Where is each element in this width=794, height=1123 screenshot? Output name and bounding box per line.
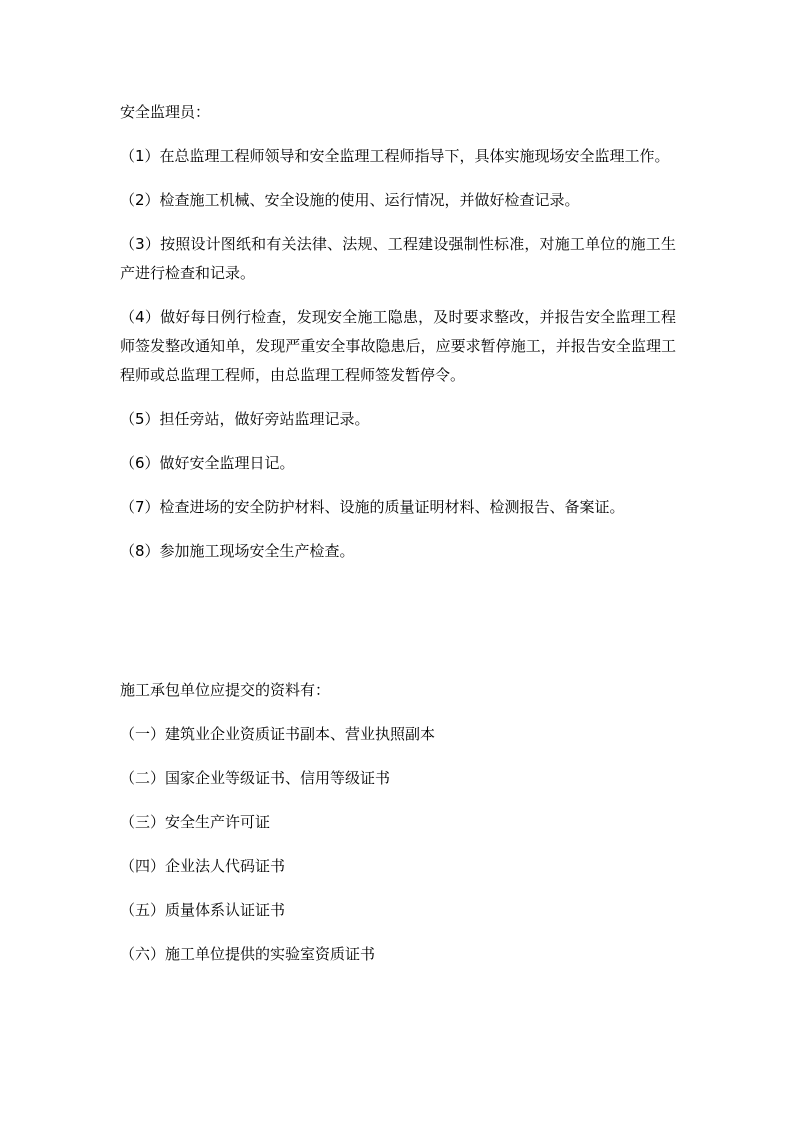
list-item xyxy=(120,405,676,434)
list-item-text: （8）参加施工现场安全生产检查。 xyxy=(120,542,355,560)
list-item xyxy=(120,493,676,522)
list-item xyxy=(120,807,676,837)
list-item-text: （6）做好安全监理日记。 xyxy=(120,454,295,472)
list-item-text: （1）在总监理工程师领导和安全监理工程师指导下，具体实施现场安全监理工作。 xyxy=(120,147,670,165)
list-item-text: （5）担任旁站，做好旁站监理记录。 xyxy=(120,410,370,428)
list-item xyxy=(120,230,676,288)
list-item-text: （二）国家企业等级证书、信用等级证书 xyxy=(120,769,391,787)
list-item-text: （六）施工单位提供的实验室资质证书 xyxy=(120,945,376,963)
list-item-text: （4）做好每日例行检查，发现安全施工隐患，及时要求整改，并报告安全监理工程师签发整改通知单，发现严重安全事故隐患后，应要求暂停施工，并报告安全监理工程师或总监理工程师，由总监理工程师签发暂停令。 xyxy=(120,308,676,384)
list-item-text: （一）建筑业企业资质证书副本、营业执照副本 xyxy=(120,725,436,743)
list-item-text: （2）检查施工机械、安全设施的使用、运行情况，并做好检查记录。 xyxy=(120,191,580,209)
list-item xyxy=(120,895,676,925)
list-item-text: （三）安全生产许可证 xyxy=(120,813,271,831)
list-item-text: （五）质量体系认证证书 xyxy=(120,901,286,919)
section-title: 施工承包单位应提交的资料有： xyxy=(120,681,331,699)
list-item xyxy=(120,939,676,969)
list-item-text: （四）企业法人代码证书 xyxy=(120,857,286,875)
section-title-safety-supervisor xyxy=(120,98,676,127)
list-item xyxy=(120,719,676,749)
list-item-text: （3）按照设计图纸和有关法律、法规、工程建设强制性标准，对施工单位的施工生产进行检查和记录。 xyxy=(120,235,676,282)
list-item xyxy=(120,142,676,171)
list-item xyxy=(120,303,676,390)
section-title: 安全监理员： xyxy=(120,103,211,121)
section-title-contractor-documents xyxy=(120,675,676,705)
list-item xyxy=(120,763,676,793)
list-item xyxy=(120,851,676,881)
document-body xyxy=(120,98,676,983)
list-item xyxy=(120,537,676,566)
list-item xyxy=(120,449,676,478)
section-spacer xyxy=(120,581,676,675)
list-item xyxy=(120,186,676,215)
list-item-text: （7）检查进场的安全防护材料、设施的质量证明材料、检测报告、备案证。 xyxy=(120,498,625,516)
